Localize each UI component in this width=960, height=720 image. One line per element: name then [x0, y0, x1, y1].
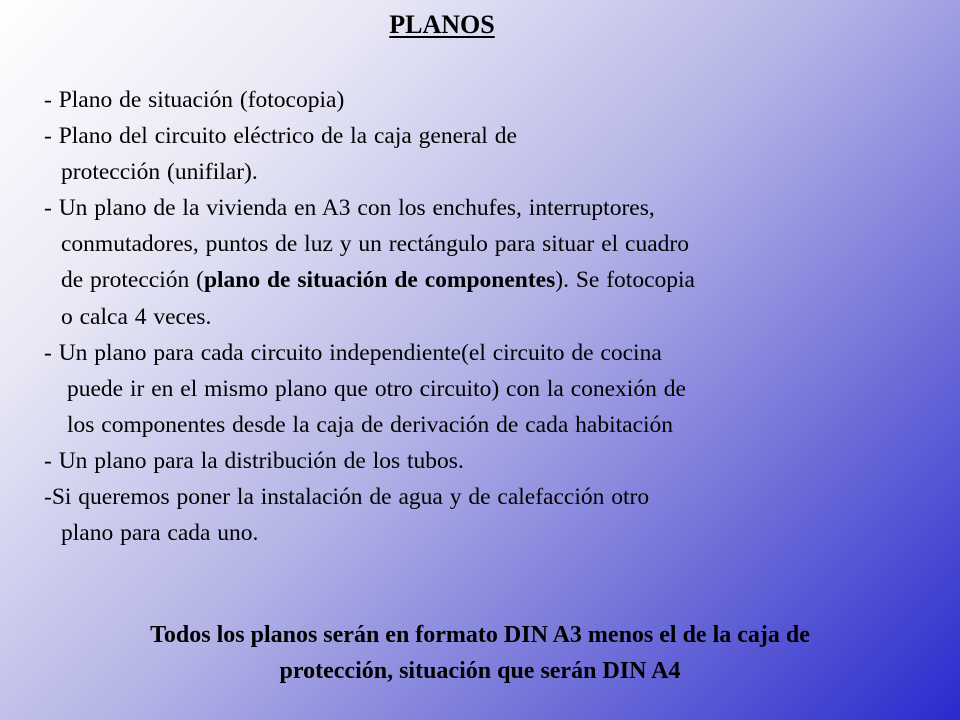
list-item: - Un plano para cada circuito independiente(el circuito de cocina [44, 339, 662, 366]
footer-line: protección, situación que serán DIN A4 [279, 658, 681, 684]
list-item: -Si queremos poner la instalación de agua y de calefacción otro [44, 484, 650, 511]
text-segment: de protección ( [61, 267, 204, 294]
list-item: - Un plano de la vivienda en A3 con los enchufes, interruptores, [44, 195, 655, 222]
bold-text-segment: plano de situación de componentes [203, 267, 556, 294]
list-item-continuation: o calca 4 veces. [61, 303, 212, 330]
list-item-continuation: protección (unifilar). [61, 159, 258, 186]
plan-list [44, 82, 924, 551]
list-item: - Plano de situación (fotocopia) [44, 87, 345, 113]
slide-title: PLANOS [389, 10, 495, 39]
list-item-continuation: plano para cada uno. [61, 520, 259, 547]
footer-line: Todos los planos serán en formato DIN A3 menos el de la caja de [150, 622, 810, 648]
text-segment: ). Se fotocopia [555, 267, 695, 294]
list-item-continuation [44, 262, 924, 298]
list-item-continuation: conmutadores, puntos de luz y un rectángulo para situar el cuadro [61, 231, 689, 258]
list-item-continuation: los componentes desde la caja de derivación de cada habitación [67, 411, 674, 438]
list-item-continuation: puede ir en el mismo plano que otro circuito) con la conexión de [67, 375, 686, 402]
list-item: - Un plano para la distribución de los tubos. [44, 447, 464, 474]
footer-note [0, 617, 960, 689]
list-item: - Plano del circuito eléctrico de la caja general de [44, 123, 517, 150]
